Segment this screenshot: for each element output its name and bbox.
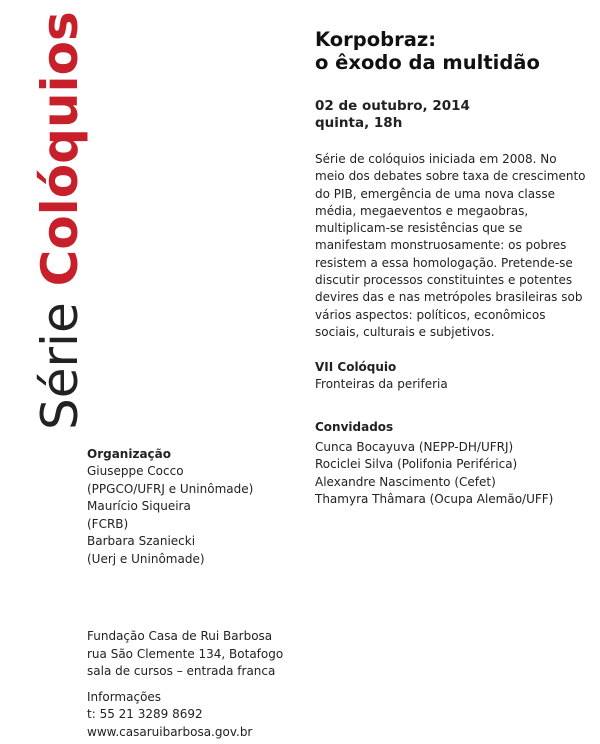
contact-info bbox=[87, 689, 327, 742]
website-link[interactable]: www.casaruibarbosa.gov.br bbox=[87, 724, 253, 739]
guest-item: Alexandre Nascimento (Cefet) bbox=[315, 474, 496, 489]
organizer-line: (PPGCO/UFRJ e Uninômade) bbox=[87, 481, 254, 496]
guest-item: Rociclei Silva (Polifonia Periférica) bbox=[315, 457, 518, 472]
coloquio-block bbox=[315, 359, 590, 394]
guests-block bbox=[315, 419, 590, 509]
coloquio-heading: VII Colóquio bbox=[315, 360, 397, 375]
organizer-line: (FCRB) bbox=[87, 516, 129, 531]
guest-item: Thamyra Thâmara (Ocupa Alemão/UFF) bbox=[315, 492, 554, 507]
organization-heading: Organização bbox=[87, 447, 171, 461]
series-title-serie: Série bbox=[31, 302, 89, 430]
venue-room: sala de cursos – entrada franca bbox=[87, 664, 276, 678]
event-date-time: quinta, 18h bbox=[315, 115, 403, 131]
venue-footer bbox=[87, 628, 327, 741]
organization-block bbox=[87, 446, 307, 569]
event-title-line1: Korpobraz: bbox=[315, 28, 437, 51]
venue-address: rua São Clemente 134, Botafogo bbox=[87, 646, 284, 661]
info-label: Informações bbox=[87, 689, 162, 704]
coloquio-subtitle: Fronteiras da periferia bbox=[315, 377, 448, 392]
event-title bbox=[315, 28, 590, 74]
event-date-day: 02 de outubro, 2014 bbox=[315, 98, 470, 114]
series-title-coloquios: Colóquios bbox=[31, 11, 89, 287]
guest-item: Cunca Bocayuva (NEPP-DH/UFRJ) bbox=[315, 439, 514, 454]
organizer-line: Barbara Szaniecki bbox=[87, 534, 196, 549]
guests-heading: Convidados bbox=[315, 419, 394, 434]
venue-name: Fundação Casa de Rui Barbosa bbox=[87, 629, 273, 643]
organizer-line: Giuseppe Cocco bbox=[87, 464, 184, 478]
organizer-line: (Uerj e Uninômade) bbox=[87, 551, 205, 566]
event-title-line2: o êxodo da multidão bbox=[315, 51, 540, 74]
event-description: Série de colóquios iniciada em 2008. No meio dos debates sobre taxa de crescimento do PIB, emergência de uma nova classe média, megaeventos e megaobras, multiplicam-se resistências que se manifestam monstruosamente: os pobres resistem a essa homologação. Pretende-se discutir processos constituintes e potentes devires das e nas metrópoles brasileiras sob vários aspectos: políticos, econômicos sociais, culturais e subjetivos. bbox=[315, 152, 586, 339]
organizer-line: Maurício Siqueira bbox=[87, 499, 191, 514]
series-title bbox=[30, 11, 90, 435]
phone-number: t: 55 21 3289 8692 bbox=[87, 707, 203, 721]
event-date bbox=[315, 98, 590, 132]
event-details bbox=[315, 28, 590, 509]
